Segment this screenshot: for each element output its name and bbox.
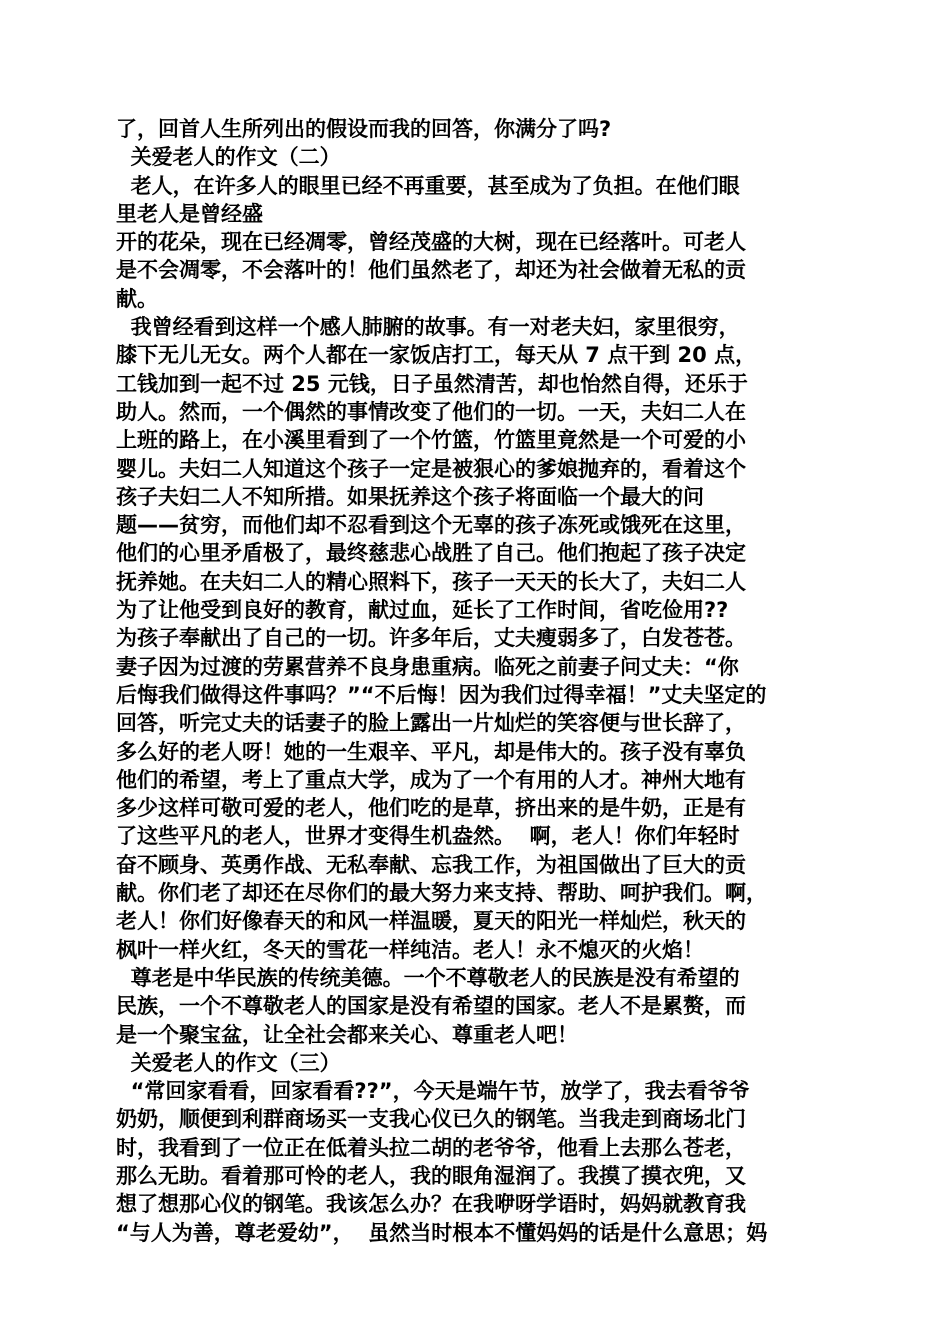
text-line: 了这些平凡的老人，世界才变得生机盎然。 啊，老人！你们年轻时 <box>116 824 740 849</box>
text-line: 那么无助。看着那可怜的老人，我的眼角湿润了。我摸了摸衣兜，又 <box>116 1163 746 1188</box>
text-line: 回答，听完丈夫的话妻子的脸上露出一片灿烂的笑容便与世长辞了， <box>116 711 746 736</box>
text-line: 是不会凋零，不会落叶的！他们虽然老了，却还为社会做着无私的贡 <box>116 258 746 283</box>
text-line: 老人！你们好像春天的和风一样温暖，夏天的阳光一样灿烂，秋天的 <box>116 909 746 934</box>
text-line: 民族，一个不尊敬老人的国家是没有希望的国家。老人不是累赘，而 <box>116 994 746 1019</box>
text-line: 献。 <box>116 286 158 311</box>
text-line: 为了让他受到良好的教育，献过血，延长了工作时间，省吃俭用?? <box>116 598 729 623</box>
text-line: 奋不顾身、英勇作战、无私奉献、忘我工作，为祖国做出了巨大的贡 <box>116 852 746 877</box>
text-line: 奶奶，顺便到利群商场买一支我心仪已久的钢笔。当我走到商场北门 <box>116 1107 746 1132</box>
text-line: 孩子夫妇二人不知所措。如果抚养这个孩子将面临一个最大的问 <box>116 484 704 509</box>
text-line: 后悔我们做得这件事吗？”“不后悔！因为我们过得幸福！”丈夫坚定的 <box>116 682 767 707</box>
text-line: 题——贫穷，而他们却不忍看到这个无辜的孩子冻死或饿死在这里， <box>116 513 746 538</box>
text-line: 时，我看到了一位正在低着头拉二胡的老爷爷，他看上去那么苍老， <box>116 1135 746 1160</box>
text-line: 多少这样可敬可爱的老人，他们吃的是草，挤出来的是牛奶，正是有 <box>116 796 746 821</box>
section-heading: 关爱老人的作文（三） <box>116 1050 341 1075</box>
text-line: 为孩子奉献出了自己的一切。许多年后，丈夫瘦弱多了，白发苍苍。 <box>116 626 746 651</box>
text-line: 他们的希望，考上了重点大学，成为了一个有用的人才。神州大地有 <box>116 767 746 792</box>
text-line: 老人，在许多人的眼里已经不再重要，甚至成为了负担。在他们眼 <box>116 173 740 198</box>
text-line: 献。你们老了却还在尽你们的最大努力来支持、帮助、呵护我们。啊， <box>116 881 767 906</box>
text-line: 开的花朵，现在已经凋零，曾经茂盛的大树，现在已经落叶。可老人 <box>116 230 746 255</box>
text-line: 我曾经看到这样一个感人肺腑的故事。有一对老夫妇，家里很穷， <box>116 315 740 340</box>
text-line: 婴儿。夫妇二人知道这个孩子一定是被狠心的爹娘抛弃的，看着这个 <box>116 456 746 481</box>
text-line: 抚养她。在夫妇二人的精心照料下，孩子一天天的长大了，夫妇二人 <box>116 569 746 594</box>
text-line: 尊老是中华民族的传统美德。一个不尊敬老人的民族是没有希望的 <box>116 965 740 990</box>
text-line: 上班的路上，在小溪里看到了一个竹篮，竹篮里竟然是一个可爱的小 <box>116 428 746 453</box>
text-line: 是一个聚宝盆，让全社会都来关心、尊重老人吧！ <box>116 1022 578 1047</box>
text-line: “与人为善，尊老爱幼”， 虽然当时根本不懂妈妈的话是什么意思；妈 <box>116 1220 768 1245</box>
text-line: 里老人是曾经盛 <box>116 201 263 226</box>
text-line: 他们的心里矛盾极了，最终慈悲心战胜了自己。他们抱起了孩子决定 <box>116 541 746 566</box>
document-page <box>116 115 836 1247</box>
text-line: 想了想那心仪的钢笔。我该怎么办？在我咿呀学语时，妈妈就教育我 <box>116 1192 746 1217</box>
text-line: 助人。然而，一个偶然的事情改变了他们的一切。一天，夫妇二人在 <box>116 399 746 424</box>
text-line: “常回家看看，回家看看??”，今天是端午节，放学了，我去看爷爷 <box>116 1079 750 1104</box>
section-heading: 关爱老人的作文（二） <box>116 145 341 170</box>
text-line: 妻子因为过渡的劳累营养不良身患重病。临死之前妻子问丈夫：“你 <box>116 654 739 679</box>
text-line: 枫叶一样火红，冬天的雪花一样纯洁。老人！永不熄灭的火焰！ <box>116 937 704 962</box>
text-line: 膝下无儿无女。两个人都在一家饭店打工，每天从 7 点干到 20 点， <box>116 343 757 368</box>
text-line: 了，回首人生所列出的假设而我的回答，你满分了吗? <box>116 117 612 141</box>
text-line: 多么好的老人呀！她的一生艰辛、平凡，却是伟大的。孩子没有辜负 <box>116 739 746 764</box>
text-line: 工钱加到一起不过 25 元钱，日子虽然清苦，却也怡然自得，还乐于 <box>116 371 748 396</box>
